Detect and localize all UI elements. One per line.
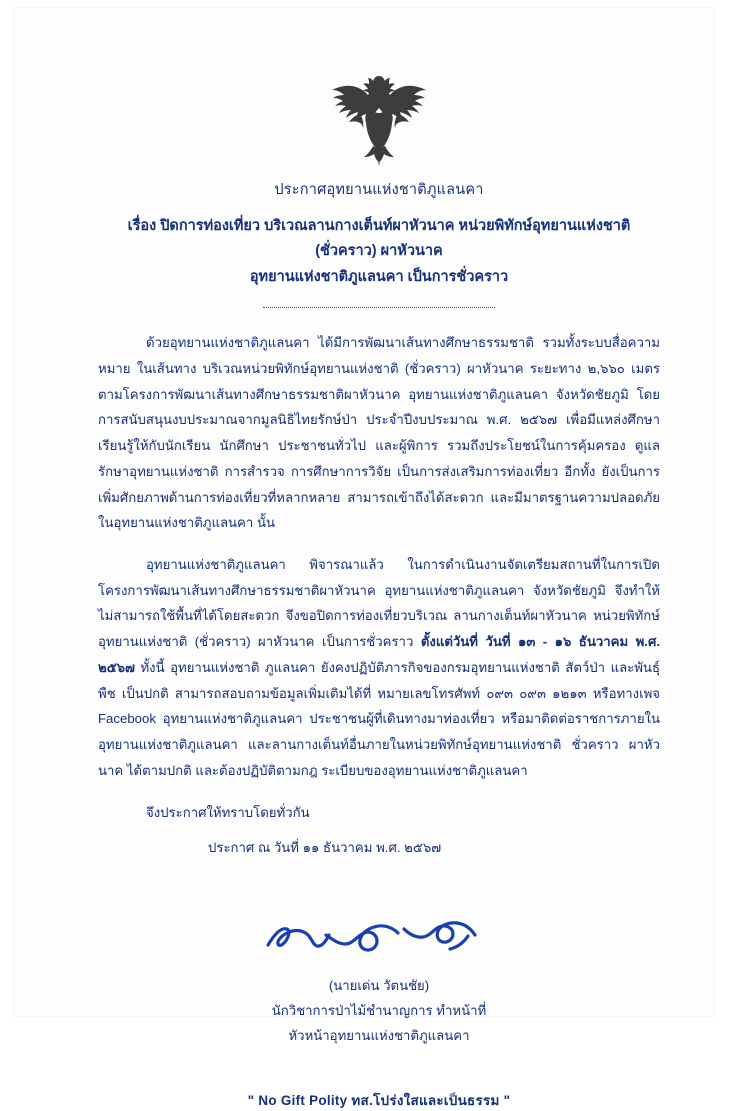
subject-line-2: อุทยานแห่งชาติภูแลนคา เป็นการชั่วคราว — [249, 268, 509, 285]
closing-line: จึงประกาศให้ทราบโดยทั่วกัน — [146, 804, 310, 820]
dotted-divider — [263, 306, 495, 308]
handwritten-signature-icon — [254, 901, 504, 967]
signer-name: (นายเด่น วัตนชัย) — [328, 978, 430, 994]
paragraph-2-bold-dates: ตั้งแต่วันที่ วันที่ ๑๓ - ๑๖ ธันวาคม พ.ศ. ๒๕๖๗ — [98, 634, 661, 675]
emblem-container — [98, 8, 660, 166]
document-body — [98, 330, 660, 861]
paragraph-1: ด้วยอุทยานแห่งชาติภูแลนคา ได้มีการพัฒนาเส้นทางศึกษาธรรมชาติ รวมทั้งระบบสื่อความหมาย ในเส้นทาง บริเวณหน่วยพิทักษ์อุทยานแห่งชาติ (ชั่วคราว) ผาหัวนาค ระยะทาง ๒,๖๖๐ เมตร ตามโครงการพัฒนาเส้นทางศึกษาธรรมชาติผาหัวนาค อุทยานแห่งชาติภูแลนคา จังหวัดชัยภูมิ โดยการสนับสนุนงบประมาณจากมูลนิธิไทยรักษ์ป่า ประจำปีงบประมาณ พ.ศ. ๒๕๖๗ เพื่อมีแหล่งศึกษาเรียนรู้ให้กับนักเรียน นักศึกษา ประชาชนทั่วไป และผู้พิการ รวมถึงประโยชน์ในการคุ้มครอง ดูแลรักษาอุทยานแห่งชาติ การสำรวจ การศึกษาการวิจัย เป็นการส่งเสริมการท่องเที่ยว อีกทั้ง ยังเป็นการเพิ่มศักยภาพด้านการท่องเที่ยวที่หลากหลาย สามารถเข้าถึงได้สะดวก และมีมาตรฐานความปลอดภัย ในอุทยานแห่งชาติภูแลนคา นั้น — [98, 335, 660, 531]
paper-sheet — [14, 8, 714, 1109]
signer-position-2: หัวหน้าอุทยานแห่งชาติภูแลนคา — [288, 1028, 470, 1044]
signature-area — [98, 901, 660, 971]
signer-block — [98, 973, 660, 1048]
signer-position-1: นักวิชาการป่าไม้ชำนาญการ ทำหน้าที่ — [271, 1003, 487, 1019]
garuda-emblem-icon — [323, 70, 435, 166]
dateline: ประกาศ ณ วันที่ ๑๑ ธันวาคม พ.ศ. ๒๕๖๗ — [208, 840, 442, 856]
page-title: ประกาศอุทยานแห่งชาติภูแลนคา — [274, 182, 484, 198]
paragraph-2-post: ทั้งนี้ อุทยานแห่งชาติ ภูแลนคา ยังคงปฏิบัติภารกิจของกรมอุทยานแห่งชาติ สัตว์ป่า และพันธุ์พืช เป็นปกติ สามารถสอบถามข้อมูลเพิ่มเติมได้ที่ หมายเลขโทรศัพท์ ๐๙๓ ๐๙๓ ๑๒๑๓ หรือทางเพจ Facebook อุทยานแห่งชาติภูแลนคา ประชาชนผู้ที่เดินทางมาท่องเที่ยว หรือมาติดต่อราชการภายในอุทยานแห่งชาติภูแลนคา และลานกางเต็นท์อื่นภายในหน่วยพิทักษ์อุทยานแห่งชาติ ชั่วคราว ผาหัวนาค ได้ตามปกติ และต้องปฏิบัติตามกฎ ระเบียบของอุทยานแห่งชาติภูแลนคา — [98, 659, 660, 778]
paragraph-2 — [98, 552, 660, 784]
paragraph-2-pre: อุทยานแห่งชาติภูแลนคา พิจารณาแล้ว ในการดำเนินงานจัดเตรียมสถานที่ในการเปิดโครงการพัฒนาเส้นทางศึกษาธรรมชาติผาหัวนาค อุทยานแห่งชาติภูแลนคา จังหวัดชัยภูมิ จึงทำให้ไม่สามารถใช้พื้นที่ได้โดยสะดวก จึงขอปิดการท่องเที่ยวบริเวณ ลานกางเต็นท์ผาหัวนาค หน่วยพิทักษ์อุทยานแห่งชาติ (ชั่วคราว) ผาหัวนาค เป็นการชั่วคราว — [98, 557, 660, 650]
footer-note: " No Gift Polity ทส.โปร่งใสและเป็นธรรม " — [247, 1093, 511, 1109]
subject-line-1: เรื่อง ปิดการท่องเที่ยว บริเวณลานกางเต็นท์ผาหัวนาค หน่วยพิทักษ์อุทยานแห่งชาติ (ชั่วคราว) ผาหัวนาค — [127, 218, 631, 260]
subject-block — [98, 214, 660, 290]
document-content — [98, 8, 660, 1111]
